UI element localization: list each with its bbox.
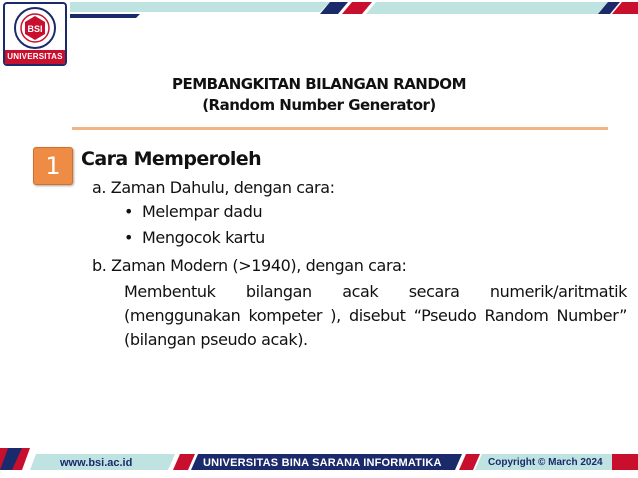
university-logo bbox=[3, 2, 67, 66]
title-line-1: PEMBANGKITAN BILANGAN RANDOM bbox=[171, 75, 466, 93]
bullet-item bbox=[124, 202, 262, 221]
bullet-dot-icon: • bbox=[124, 202, 134, 221]
slide-title bbox=[72, 74, 566, 116]
bullet-dot-icon: • bbox=[124, 228, 134, 247]
footer-university-name: UNIVERSITAS BINA SARANA INFORMATIKA bbox=[203, 457, 442, 469]
list-item-b: b. Zaman Modern (>1940), dengan cara: bbox=[92, 256, 407, 275]
section-number-badge: 1 bbox=[33, 147, 73, 185]
description-paragraph: Membentuk bilangan acak secara numerik/aritmatik (menggunakan kompeter ), disebut “Pseudo Random Number” (bilangan pseudo acak). bbox=[124, 282, 627, 349]
title-divider bbox=[72, 127, 608, 130]
logo-label: UNIVERSITAS bbox=[5, 50, 65, 64]
footer-url[interactable]: www.bsi.ac.id bbox=[60, 457, 133, 469]
section-heading: Cara Memperoleh bbox=[81, 148, 261, 170]
list-item-a: a. Zaman Dahulu, dengan cara: bbox=[92, 178, 335, 197]
bsi-seal-icon bbox=[11, 6, 59, 50]
bullet-text: Melempar dadu bbox=[142, 202, 263, 221]
bullet-item bbox=[124, 228, 265, 247]
logo-mark-text: BSI bbox=[27, 24, 43, 34]
header-stripe-band bbox=[0, 0, 638, 30]
bullet-text: Mengocok kartu bbox=[142, 228, 265, 247]
title-line-2: (Random Number Generator) bbox=[202, 96, 436, 114]
footer-copyright: Copyright © March 2024 bbox=[488, 457, 603, 468]
